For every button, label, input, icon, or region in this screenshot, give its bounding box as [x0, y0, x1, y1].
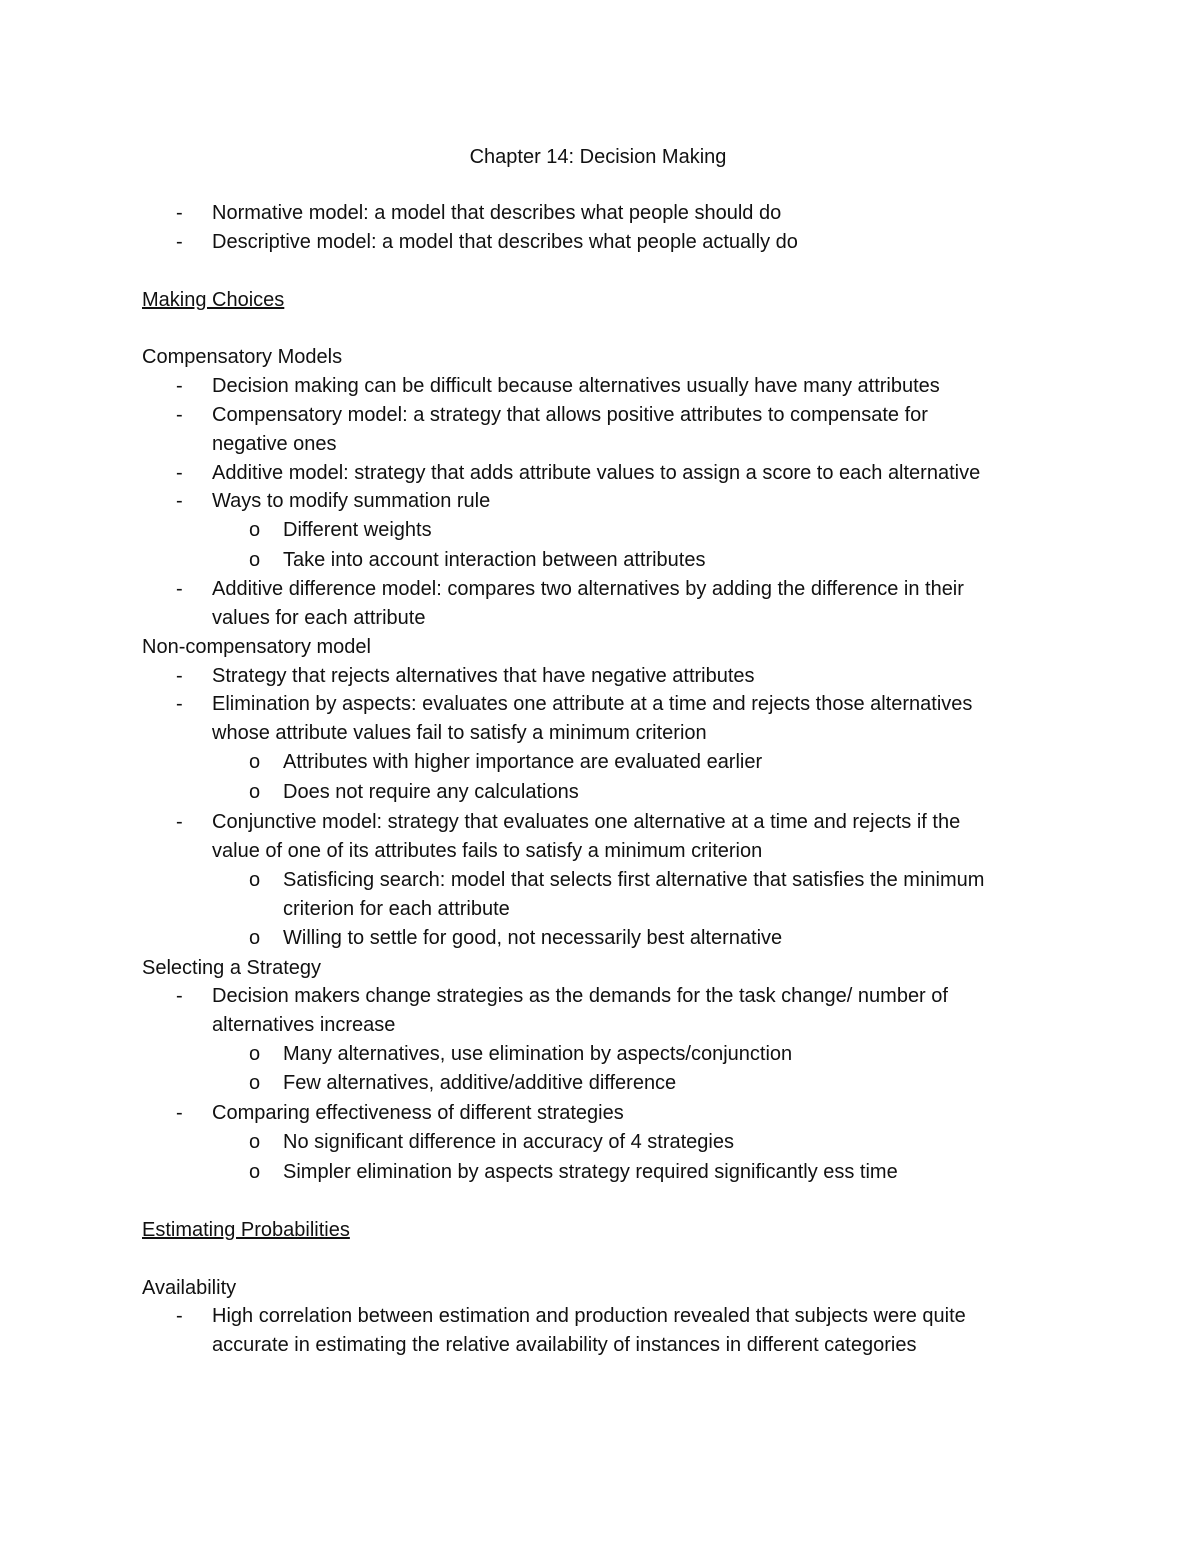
page-title: Chapter 14: Decision Making	[469, 146, 727, 168]
sub-list-item-text: Different weights	[283, 519, 432, 541]
list-item-text: Decision making can be difficult because alternatives usually have many attributes	[212, 375, 940, 397]
list-item-text: Comparing effectiveness of different strategies	[212, 1102, 624, 1124]
circle-bullet: o	[249, 519, 261, 541]
sub-list-item-text: Few alternatives, additive/additive difference	[283, 1072, 677, 1094]
sub-list-item-text: Many alternatives, use elimination by aspects/conjunction	[283, 1043, 793, 1065]
sub-list-item-text: Does not require any calculations	[283, 781, 579, 803]
circle-bullet: o	[249, 1043, 261, 1065]
list-item-text: High correlation between estimation and production revealed that subjects were quite	[212, 1305, 966, 1327]
dash-bullet: -	[176, 375, 183, 397]
document-page: Chapter 14: Decision Making - Normative model: a model that describes what people should do - Descriptive model: a model that describes what people actually do Making Choices Compensatory Models - Decision making can be difficult because alternatives usually have many attributes - Compensatory model: a strategy that allows positive attributes to compensate for negative ones - Additive model: strategy that adds attribute values to assign a score to each alternative - Ways to modify summation rule o Different weights o Take into account interaction between attributes - Additive difference model: compares two alternatives by adding the difference in their values for each attribute Non-compensatory model - Strategy that rejects alternatives that have negative attributes - Elimination by aspects: evaluates one attribute at a time and rejects those alternatives whose attribute values fail to satisfy a minimum criterion o Attributes with higher importance are evaluated earlier o Does not require any calculations - Conjunctive model: strategy that evaluates one alternative at a time and rejects if the value of one of its attributes fails to satisfy a minimum criterion o Satisficing search: model that selects first alternative that satisfies the minimum criterion for each attribute o Willing to settle for good, not necessarily best alternative Selecting a Strategy - Decision makers change strategies as the demands for the task change/ number of alternatives increase o Many alternatives, use elimination by aspects/conjunction o Few alternatives, additive/additive difference - Comparing effectiveness of different strategies o No significant difference in accuracy of 4 strategies o Simpler elimination by aspects strategy required significantly ess time Estimating Probabilities Availability - High correlation between estimation and production revealed that subjects were quite accurate in estimating the relative availability of instances in different categories	[0, 0, 1200, 1553]
circle-bullet: o	[249, 1131, 261, 1153]
sub-list-item-text: Simpler elimination by aspects strategy required significantly ess time	[283, 1161, 898, 1183]
circle-bullet: o	[249, 1072, 261, 1094]
dash-bullet: -	[176, 578, 183, 600]
circle-bullet: o	[249, 869, 261, 891]
dash-bullet: -	[176, 202, 183, 224]
list-item-text: Strategy that rejects alternatives that have negative attributes	[212, 665, 755, 687]
list-item-text: Compensatory model: a strategy that allows positive attributes to compensate for	[212, 404, 928, 426]
dash-bullet: -	[176, 811, 183, 833]
circle-bullet: o	[249, 781, 261, 803]
dash-bullet: -	[176, 693, 183, 715]
dash-bullet: -	[176, 404, 183, 426]
dash-bullet: -	[176, 462, 183, 484]
dash-bullet: -	[176, 985, 183, 1007]
circle-bullet: o	[249, 751, 261, 773]
list-item-text: Decision makers change strategies as the demands for the task change/ number of	[212, 985, 948, 1007]
dash-bullet: -	[176, 665, 183, 687]
dash-bullet: -	[176, 1305, 183, 1327]
dash-bullet: -	[176, 1102, 183, 1124]
list-item-text: Elimination by aspects: evaluates one attribute at a time and rejects those alternatives	[212, 693, 973, 715]
dash-bullet: -	[176, 231, 183, 253]
list-item-text: Normative model: a model that describes what people should do	[212, 202, 782, 224]
sub-list-item-text: Willing to settle for good, not necessarily best alternative	[283, 927, 783, 949]
list-item-text: Conjunctive model: strategy that evaluates one alternative at a time and rejects if the	[212, 811, 961, 833]
list-item-text: Ways to modify summation rule	[212, 490, 491, 512]
dash-bullet: -	[176, 490, 183, 512]
sub-list-item-text: Attributes with higher importance are evaluated earlier	[283, 751, 763, 773]
list-item-text: Additive model: strategy that adds attribute values to assign a score to each alternative	[212, 462, 981, 484]
sub-list-item-text: Satisficing search: model that selects first alternative that satisfies the minimum	[283, 869, 985, 891]
list-item-text: Descriptive model: a model that describes what people actually do	[212, 231, 798, 253]
sub-list-item-text: Take into account interaction between attributes	[283, 549, 706, 571]
circle-bullet: o	[249, 927, 261, 949]
circle-bullet: o	[249, 549, 261, 571]
circle-bullet: o	[249, 1161, 261, 1183]
list-item-text: Additive difference model: compares two alternatives by adding the difference in their	[212, 578, 964, 600]
sub-list-item-text: No significant difference in accuracy of 4 strategies	[283, 1131, 734, 1153]
